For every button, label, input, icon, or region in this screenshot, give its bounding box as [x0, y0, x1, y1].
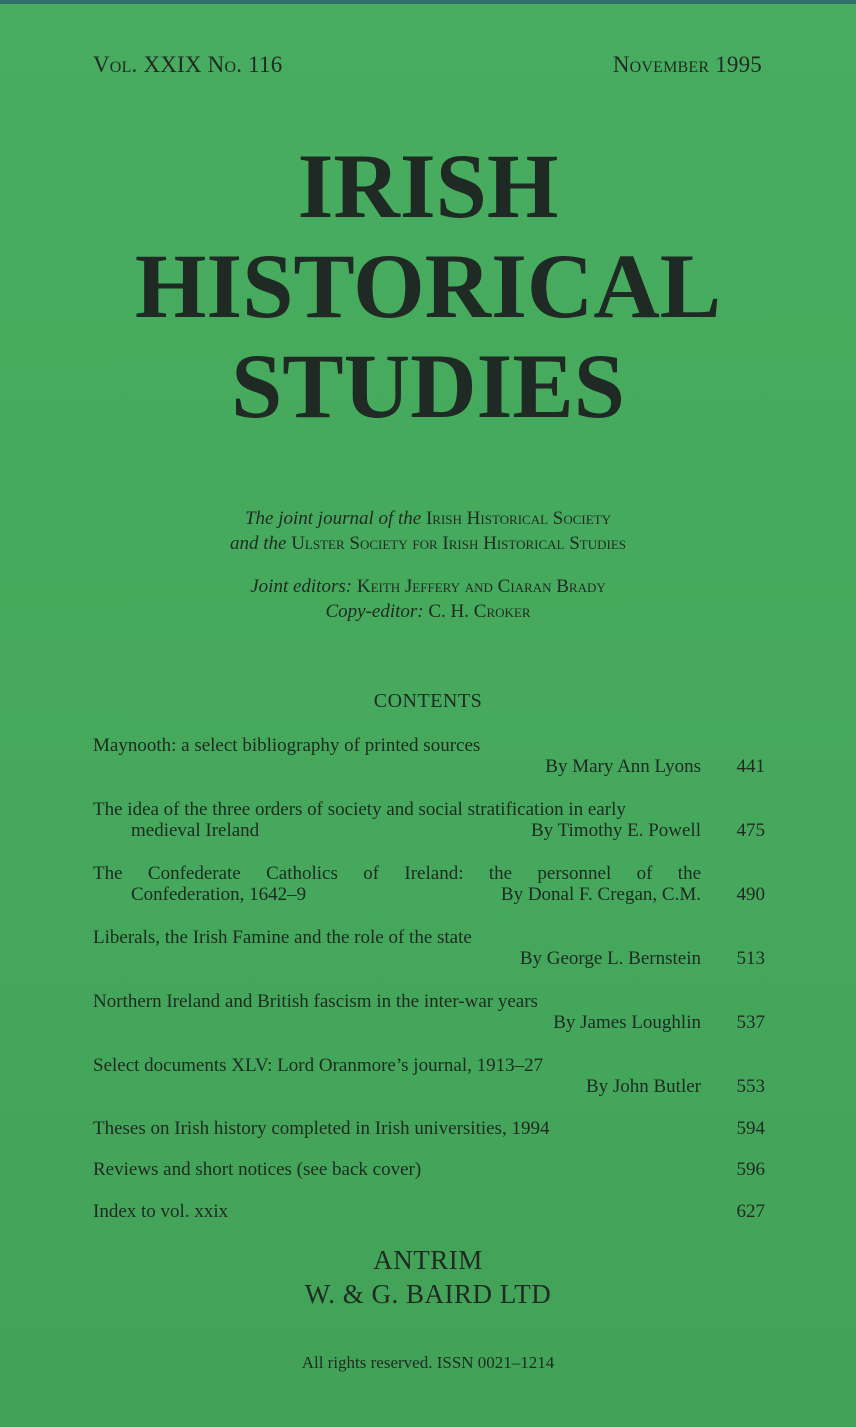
contents-heading: CONTENTS	[373, 690, 483, 712]
toc-entry-author: By Donal F. Cregan, C.M.	[500, 884, 701, 905]
issue-date: November 1995	[612, 52, 762, 77]
copy-editor-name: C. H. Croker	[428, 601, 531, 622]
toc-entry-title: Theses on Irish history completed in Irish universities, 1994	[93, 1118, 550, 1139]
toc-entry-page: 627	[736, 1201, 765, 1222]
volume-number: Vol. XXIX No. 116	[93, 52, 283, 77]
toc-entry-author: By Timothy E. Powell	[531, 820, 701, 841]
toc-entry-title: Index to vol. xxix	[93, 1201, 229, 1222]
toc-entry-title: Maynooth: a select bibliography of printed sources	[93, 735, 481, 756]
toc-entry-byline	[93, 1076, 765, 1097]
toc-entry	[93, 735, 765, 777]
toc-entry-byline	[93, 948, 765, 969]
cover-top-edge	[0, 0, 856, 4]
rights-notice: All rights reserved. ISSN 0021–1214	[301, 1353, 555, 1372]
toc-entry	[93, 1201, 765, 1222]
toc-entry-author: By George L. Bernstein	[519, 948, 701, 969]
toc-entry-title-cont	[93, 948, 520, 969]
toc-entry-title-cont: medieval Ireland	[131, 820, 260, 841]
description-italic-2: and the	[229, 533, 287, 554]
toc-entry-title: The Confederate Catholics of Ireland: the personnel of the	[93, 863, 701, 884]
toc-entry	[93, 1159, 765, 1180]
toc-entry-page: 513	[736, 948, 765, 969]
toc-entry-author: By Mary Ann Lyons	[545, 756, 701, 777]
toc-entry-author: By John Butler	[585, 1076, 701, 1097]
toc-entry-line	[93, 1201, 765, 1222]
toc-entry-page: 594	[736, 1118, 765, 1139]
title-line-irish: IRISH	[297, 135, 559, 237]
toc-entry	[93, 863, 765, 905]
publisher-name: W. & G. BAIRD LTD	[304, 1279, 552, 1309]
description-line-2	[0, 531, 856, 556]
toc-entry-byline	[93, 884, 765, 905]
toc-entry-byline	[93, 756, 765, 777]
toc-entry-title-cont: Confederation, 1642–9	[131, 884, 307, 905]
toc-entry-page: 537	[736, 1012, 765, 1033]
toc-entry-title-cont	[93, 756, 545, 777]
toc-entry	[93, 1118, 765, 1139]
joint-editors-line	[0, 574, 856, 599]
toc-entry	[93, 991, 765, 1033]
copy-editor-line	[0, 599, 856, 624]
toc-entry-title: Reviews and short notices (see back cover)	[93, 1159, 422, 1180]
toc-entry	[93, 799, 765, 841]
toc-entry-line	[93, 1159, 765, 1180]
toc-entry-page: 553	[736, 1076, 765, 1097]
journal-description	[0, 506, 856, 556]
toc-entry-page: 475	[736, 820, 765, 841]
toc-entry-title-cont	[93, 1012, 553, 1033]
publisher-place: ANTRIM	[373, 1245, 483, 1275]
joint-editors-names: Keith Jeffery and Ciaran Brady	[356, 576, 606, 597]
title-line-historical: HISTORICAL	[134, 235, 722, 337]
society-name-1: Irish Historical Society	[425, 508, 612, 529]
toc-entry-title: Select documents XLV: Lord Oranmore’s journal, 1913–27	[93, 1055, 544, 1076]
toc-entry	[93, 1055, 765, 1097]
toc-entry-page: 441	[736, 756, 765, 777]
joint-editors-label: Joint editors:	[250, 576, 353, 597]
title-line-studies: STUDIES	[231, 335, 625, 437]
description-line-1	[0, 506, 856, 531]
toc-entry-title: Liberals, the Irish Famine and the role of the state	[93, 927, 472, 948]
editors-block	[0, 574, 856, 624]
toc-entry-page: 596	[736, 1159, 765, 1180]
toc-entry-title-cont	[93, 1076, 586, 1097]
copy-editor-label: Copy-editor:	[325, 601, 424, 622]
toc-entry-title: Northern Ireland and British fascism in the inter-war years	[93, 991, 538, 1012]
toc-entry-byline	[93, 1012, 765, 1033]
toc-entry-byline	[93, 820, 765, 841]
society-name-2: Ulster Society for Irish Historical Studies	[291, 533, 627, 554]
description-italic-1: The joint journal of the	[244, 508, 422, 529]
toc-entry	[93, 927, 765, 969]
toc-entry-title: The idea of the three orders of society and social stratification in early	[93, 799, 626, 820]
toc-entry-line	[93, 1118, 765, 1139]
toc-entry-author: By James Loughlin	[553, 1012, 701, 1033]
toc-entry-page: 490	[736, 884, 765, 905]
